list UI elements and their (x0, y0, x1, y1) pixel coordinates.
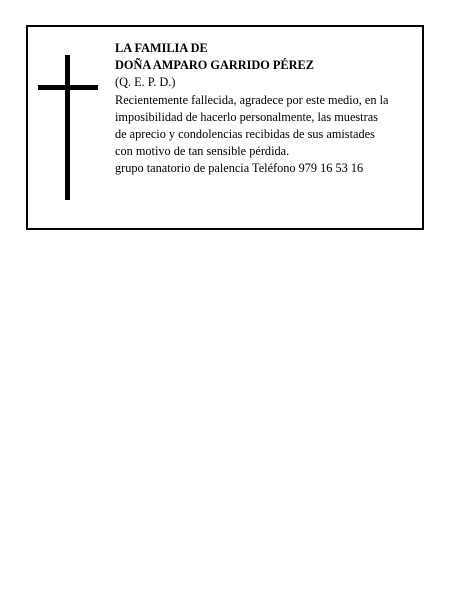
family-heading: LA FAMILIA DE (115, 41, 208, 55)
notice-text (115, 40, 421, 178)
qepd-label: (Q. E. P. D.) (115, 75, 176, 90)
notice-body-line-2: imposibilidad de hacerlo personalmente, las muestras (115, 109, 378, 124)
notice-body-line-4: con motivo de tan sensible pérdida. (115, 144, 290, 159)
deceased-name: DOÑA AMPARO GARRIDO PÉREZ (115, 58, 314, 73)
notice-body-line-1: Recientemente fallecida, agradece por este medio, en la (115, 92, 389, 107)
funeral-home-contact: grupo tanatorio de palencia Teléfono 979 16 53 16 (115, 161, 364, 176)
notice-body-line-3: de aprecio y condolencias recibidas de sus amistades (115, 127, 375, 142)
cross-icon (38, 55, 98, 200)
cross-horizontal-bar (38, 85, 98, 90)
cross-vertical-bar (65, 55, 70, 200)
death-notice-box (26, 25, 424, 230)
